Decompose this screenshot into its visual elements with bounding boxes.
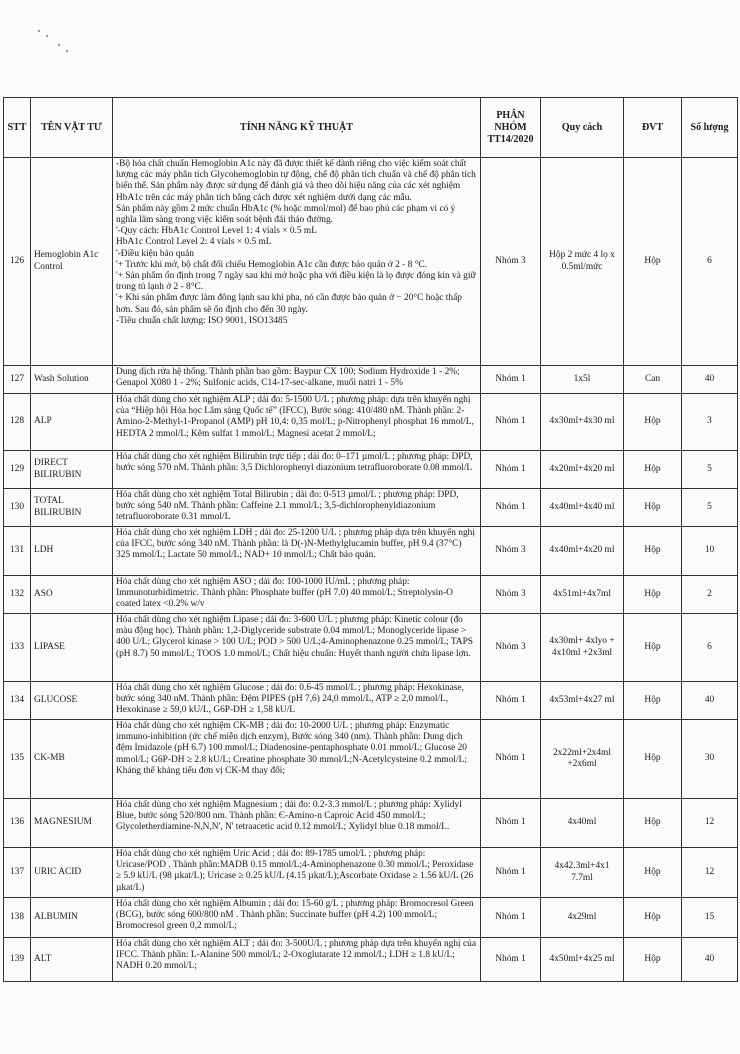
cell-group [481, 614, 541, 682]
cell-stt [4, 527, 31, 576]
cell-unit [624, 489, 682, 527]
cell-group-text: Nhóm 1 [495, 911, 526, 922]
cell-group [481, 394, 541, 451]
scan-speck [38, 30, 40, 32]
cell-packaging-text: 4x40ml [567, 817, 597, 828]
header-item-name: TÊN VẬT TƯ [31, 98, 113, 158]
cell-packaging [541, 576, 624, 614]
cell-unit-text: Hộp [644, 953, 661, 964]
cell-quantity-text: 6 [707, 641, 712, 652]
cell-stt-text: 130 [9, 501, 25, 512]
equipment-spec-table [3, 97, 738, 982]
cell-unit-text: Hộp [644, 911, 661, 922]
cell-packaging-text: 4x42.3ml+4x1 7.7ml [554, 861, 610, 883]
cell-group [481, 898, 541, 938]
cell-unit [624, 848, 682, 898]
cell-technical-spec-text: Hóa chất dùng cho xét nghiệm CK-MB ; dải đo: 10-2000 U/L ; phương pháp: Enzymatic immuno-inhibition (ức chế miễn dịch enzym), Bước sóng 340 (nm). Thành phần: Dung dịch đệm Imidazole (pH 6.7) 100 mmol/L; Diadenosine-pentaphosphate 0.01 mmol/L; Glucose 20 mmol/L; G6P-DH ≥ 2.8 kU/L; Creatine phosphate 30 mmol/L;N-Acetylcysteine 0.2 mmol/L; Kháng thể kháng tiểu đơn vị CK-M thay đổi; [116, 721, 467, 776]
cell-group [481, 451, 541, 489]
cell-packaging [541, 682, 624, 720]
cell-packaging [541, 451, 624, 489]
cell-unit-text: Hộp [644, 463, 661, 474]
cell-stt [4, 720, 31, 799]
cell-packaging-text: 1x5l [573, 373, 591, 384]
header-technical-spec: TÍNH NĂNG KỸ THUẬT [113, 98, 481, 158]
cell-group [481, 527, 541, 576]
cell-group [481, 489, 541, 527]
cell-quantity [682, 682, 738, 720]
cell-quantity-text: 3 [707, 416, 712, 427]
cell-stt-text: 137 [9, 866, 25, 877]
cell-packaging-text: 4x30ml+4x30 ml [549, 416, 615, 427]
cell-quantity [682, 527, 738, 576]
cell-unit [624, 451, 682, 489]
cell-stt [4, 394, 31, 451]
cell-quantity-text: 15 [704, 911, 715, 922]
cell-item-name-text: CK-MB [34, 753, 65, 764]
cell-group-text: Nhóm 1 [495, 694, 526, 705]
cell-unit-text: Hộp [644, 416, 661, 427]
cell-unit-text: Hộp [644, 753, 661, 764]
cell-quantity [682, 614, 738, 682]
cell-unit-text: Hộp [644, 817, 661, 828]
cell-technical-spec [113, 614, 481, 682]
cell-item-name [31, 489, 113, 527]
cell-unit-text: Hộp [644, 694, 661, 705]
cell-item-name-text: GLUCOSE [34, 694, 78, 705]
cell-unit [624, 527, 682, 576]
cell-technical-spec-text: Hóa chất dùng cho xét nghiệm Magnesium ; dải đo: 0.2-3.3 mmol/L ; phương pháp: Xylidyl Blue, bước sóng 520/800 nm. Thành phần: Є-Amino-n Caproic Acid 450 mmol/L; Glycoletherdiamine-N,N,N', N' tetraacetic acid 0.12 mmol/L; Xylidyl blue 0.18 mmol/L. [116, 800, 462, 833]
cell-quantity [682, 848, 738, 898]
cell-technical-spec-text: -Bộ hóa chất chuẩn Hemoglobin A1c này đã được thiết kế dành riêng cho việc kiểm soát chất lượng các máy phân tích Glycohemoglobin tự động, chế độ phân tích chuẩn và chế độ phân tích biến thể. Sản phẩm này được sử dụng để đánh giá và theo dõi hiệu năng của các xét nghiệm HbA1c trên các máy phân tích bằng cách được xét nghiệm dưới dạng các mẫu. Sản phẩm này gồm 2 mức chuẩn HbA1c (% hoặc mmol/mol) để bao phủ các phạm vi có ý nghĩa lâm sàng trong việc kiểm soát bệnh đái tháo đường. '-Quy cách: HbA1c Control Level 1: 4 vials × 0.5 mL HbA1c Control Level 2: 4 vials × 0.5 mL '-Điều kiện bảo quản '+ Trước khi mở, bộ chất đối chiếu Hemoglobin A1c cần được bảo quản ở 2 - 8 °C. '+ Sản phẩm ổn định trong 7 ngày sau khi mở hoặc pha với điều kiện là lọ được đóng kín và giữ trong tủ lạnh ở 2 - 8°C. '+ Khi sản phẩm được làm đông lạnh sau khi pha, nó cần được bảo quản ở − 20°C hoặc thấp hơn. Sau đó, sản phẩm sẽ ổn định cho đến 30 ngày. -Tiêu chuẩn chất lượng: ISO 9001, ISO13485 [116, 159, 476, 326]
cell-technical-spec [113, 394, 481, 451]
cell-unit-text: Hộp [644, 641, 661, 652]
cell-quantity-text: 40 [704, 373, 715, 384]
cell-packaging [541, 366, 624, 394]
table-row [4, 720, 738, 799]
cell-stt-text: 127 [9, 373, 25, 384]
cell-packaging-text: 4x50ml+4x25 ml [549, 953, 615, 964]
cell-technical-spec [113, 158, 481, 366]
cell-technical-spec-text: Hóa chất dùng cho xét nghiệm Albumin ; dải đo: 15-60 g/L ; phương pháp: Bromocresol Green (BCG), bước sóng 600/800 nM . Thành phần: Succinate buffer (pH 4.2) 100 mmol/L; Bromocresol green 0,2 mmol/L; [116, 899, 474, 932]
cell-group [481, 799, 541, 848]
cell-stt-text: 136 [9, 817, 25, 828]
cell-quantity [682, 366, 738, 394]
cell-packaging-text: 2x22ml+2x4ml +2x6ml [553, 747, 611, 769]
cell-unit [624, 898, 682, 938]
cell-unit [624, 682, 682, 720]
cell-item-name-text: LDH [34, 545, 54, 556]
table-row [4, 848, 738, 898]
cell-technical-spec [113, 898, 481, 938]
cell-packaging-text: 4x40ml+4x40 ml [549, 501, 615, 512]
cell-stt-text: 129 [9, 463, 25, 474]
table-row [4, 366, 738, 394]
cell-technical-spec [113, 527, 481, 576]
table-header-row [4, 98, 738, 158]
cell-technical-spec [113, 366, 481, 394]
cell-group-text: Nhóm 1 [495, 416, 526, 427]
cell-group-text: Nhóm 1 [495, 501, 526, 512]
cell-item-name-text: ALBUMIN [34, 911, 78, 922]
table-row [4, 898, 738, 938]
cell-packaging-text: 4x20ml+4x20 ml [549, 463, 615, 474]
cell-stt [4, 366, 31, 394]
cell-quantity-text: 12 [704, 866, 715, 877]
cell-group [481, 720, 541, 799]
table-row [4, 938, 738, 982]
cell-item-name [31, 799, 113, 848]
cell-group-text: Nhóm 1 [495, 953, 526, 964]
cell-technical-spec [113, 799, 481, 848]
cell-group-text: Nhóm 3 [495, 641, 526, 652]
cell-quantity-text: 40 [704, 953, 715, 964]
cell-packaging [541, 489, 624, 527]
cell-quantity [682, 451, 738, 489]
cell-packaging [541, 848, 624, 898]
header-group: PHÂN NHÓM TT14/2020 [481, 98, 541, 158]
cell-item-name-text: TOTAL BILIRUBIN [34, 496, 82, 518]
cell-quantity-text: 10 [704, 545, 715, 556]
cell-unit [624, 576, 682, 614]
cell-technical-spec-text: Hóa chất dùng cho xét nghiệm ASO ; dải đo: 100-1000 IU/mL ; phương pháp: Immunoturbidimetric. Thành phần: Phosphate buffer (pH 7.0) 40 mmol/L; Streptolysin-O coated latex <0.2% w/v [116, 577, 453, 610]
cell-stt-text: 135 [9, 753, 25, 764]
cell-quantity [682, 720, 738, 799]
table-row [4, 527, 738, 576]
cell-item-name-text: URIC ACID [34, 866, 82, 877]
cell-stt [4, 682, 31, 720]
cell-stt-text: 134 [9, 694, 25, 705]
cell-stt-text: 132 [9, 588, 25, 599]
header-unit: ĐVT [624, 98, 682, 158]
cell-quantity [682, 158, 738, 366]
cell-item-name-text: Wash Solution [34, 373, 89, 384]
cell-item-name [31, 614, 113, 682]
table-row [4, 489, 738, 527]
cell-packaging-text: 4x29ml [567, 911, 597, 922]
cell-item-name [31, 158, 113, 366]
cell-technical-spec-text: Dung dịch rửa hệ thống. Thành phần bao gồm: Baypur CX 100; Sodium Hydroxide 1 - 2%; Genapol X080 1 - 2%; Sulfonic acids, C14-17-sec-alkane, muối natri 1 - 5% [116, 367, 460, 389]
cell-stt [4, 614, 31, 682]
cell-technical-spec-text: Hóa chất dùng cho xét nghiệm ALT ; dải đo: 3-500U/L ; phương pháp dựa trên khuyến nghị của IFCC. Thành phần: L-Alanine 500 mmol/L; 2-Oxoglutarate 12 mmol/L; LDH ≥ 1.8 kU/L; NADH 0.20 mmol/L; [116, 939, 477, 972]
cell-quantity-text: 5 [707, 501, 712, 512]
table-row [4, 158, 738, 366]
cell-group-text: Nhóm 3 [495, 545, 526, 556]
table-row [4, 451, 738, 489]
cell-item-name [31, 898, 113, 938]
cell-unit [624, 938, 682, 982]
cell-stt [4, 848, 31, 898]
cell-group-text: Nhóm 1 [495, 373, 526, 384]
cell-unit [624, 799, 682, 848]
cell-stt-text: 139 [9, 953, 25, 964]
cell-item-name-text: ALP [34, 416, 52, 427]
cell-quantity [682, 489, 738, 527]
cell-stt-text: 133 [9, 641, 25, 652]
cell-packaging-text: 4x51ml+4x7ml [553, 588, 611, 599]
scan-speck [66, 50, 68, 52]
cell-group-text: Nhóm 3 [495, 588, 526, 599]
cell-quantity [682, 898, 738, 938]
cell-quantity-text: 2 [707, 588, 712, 599]
cell-item-name-text: ALT [34, 953, 52, 964]
cell-technical-spec-text: Hóa chất dùng cho xét nghiệm ALP ; dải đo: 5-1500 U/L ; phương pháp: dựa trên khuyến nghị của “Hiệp hội Hóa học Lâm sàng Quốc tế” (IFCC), Bước sóng: 410/480 nM. Thành phần: 2-Amino-2-Methyl-1-Propanol (AMP) pH 10,4: 0,35 mol/L; p-Nitrophenyl phosphat 16 mmol/L, HEDTA 2 mmol/L; Kẽm sulfat 1 mmol/L; Magnesi acetat 2 mmol/L; [116, 395, 474, 439]
cell-stt [4, 158, 31, 366]
cell-item-name [31, 720, 113, 799]
cell-unit [624, 720, 682, 799]
cell-item-name [31, 394, 113, 451]
cell-item-name [31, 527, 113, 576]
table-row [4, 614, 738, 682]
cell-item-name-text: MAGNESIUM [34, 817, 92, 828]
cell-item-name [31, 848, 113, 898]
cell-packaging [541, 938, 624, 982]
cell-stt [4, 576, 31, 614]
scan-speck [58, 44, 60, 46]
cell-group [481, 366, 541, 394]
cell-packaging [541, 720, 624, 799]
cell-packaging-text: Hộp 2 mức 4 lọ x 0.5ml/mức [549, 250, 615, 272]
cell-item-name [31, 451, 113, 489]
cell-technical-spec [113, 576, 481, 614]
cell-technical-spec-text: Hóa chất dùng cho xét nghiệm LDH ; dải đo: 25-1200 U/L ; phương pháp dựa trên khuyến nghị của IFCC, bước sóng 340 nM. Thành phần: là D(-)N-Methylglucamin buffer, pH 9.4 (37°C) 325 mmol/L; Lactate 50 mmol/L; NAD+ 10 mmol/L; Chất bảo quản. [116, 528, 475, 561]
cell-item-name-text: ASO [34, 588, 53, 599]
cell-quantity [682, 799, 738, 848]
cell-item-name [31, 938, 113, 982]
cell-quantity-text: 6 [707, 255, 712, 266]
cell-technical-spec [113, 451, 481, 489]
cell-technical-spec-text: Hóa chất dùng cho xét nghiệm Bilirubin trực tiếp ; dải đo: 0–171 µmol/L ; phương pháp: DPD, bước sóng 570 nM. Thành phần: 3,5 Dichlorophenyl diazonium tetrafluoroborate 0.08 mmol/L [116, 452, 473, 474]
cell-item-name [31, 576, 113, 614]
cell-group [481, 158, 541, 366]
scan-speck [46, 35, 48, 37]
cell-technical-spec-text: Hóa chất dùng cho xét nghiệm Lipase ; dải đo: 3-600 U/L ; phương pháp: Kinetic colour (đo màu động học). Thành phần: 1,2-Diglyceride substrate 0.04 mmol/L; Monoglyceride lipase > 400 U/L; Glycerol kinase > 100 U/L; POD > 500 U/L;4-Aminophenazone 0.25 mmol/L; TAPS (pH 8.7) 50 mmol/L; TOOS 1.0 mmol/L; Chất hiệu chuẩn: Huyết thanh người chứa lipase lợn. [116, 615, 474, 659]
cell-quantity-text: 5 [707, 463, 712, 474]
cell-technical-spec [113, 682, 481, 720]
cell-item-name [31, 682, 113, 720]
cell-unit [624, 614, 682, 682]
cell-packaging [541, 394, 624, 451]
cell-unit-text: Hộp [644, 501, 661, 512]
cell-group-text: Nhóm 1 [495, 817, 526, 828]
cell-unit-text: Can [644, 373, 661, 384]
cell-item-name-text: DIRECT BILIRUBIN [34, 458, 82, 480]
cell-unit [624, 158, 682, 366]
cell-packaging-text: 4x30ml+ 4xlyo + 4x10ml +2x3ml [549, 636, 615, 658]
cell-item-name-text: Hemoglobin A1c Control [34, 250, 99, 272]
cell-stt-text: 126 [9, 255, 25, 266]
cell-packaging [541, 614, 624, 682]
cell-group-text: Nhóm 3 [495, 255, 526, 266]
cell-packaging [541, 898, 624, 938]
cell-unit-text: Hộp [644, 866, 661, 877]
cell-technical-spec [113, 489, 481, 527]
cell-group [481, 682, 541, 720]
cell-stt [4, 898, 31, 938]
cell-technical-spec [113, 938, 481, 982]
cell-stt-text: 138 [9, 911, 25, 922]
cell-technical-spec [113, 848, 481, 898]
table-row [4, 394, 738, 451]
cell-unit [624, 366, 682, 394]
cell-group [481, 938, 541, 982]
cell-packaging [541, 158, 624, 366]
cell-stt [4, 799, 31, 848]
cell-stt-text: 128 [9, 416, 25, 427]
table-row [4, 682, 738, 720]
cell-stt-text: 131 [9, 545, 25, 556]
cell-packaging-text: 4x40ml+4x20 ml [549, 545, 615, 556]
header-packaging: Quy cách [541, 98, 624, 158]
cell-item-name [31, 366, 113, 394]
cell-packaging [541, 527, 624, 576]
cell-quantity-text: 12 [704, 817, 715, 828]
cell-group-text: Nhóm 1 [495, 866, 526, 877]
table-row [4, 799, 738, 848]
table-row [4, 576, 738, 614]
cell-quantity [682, 938, 738, 982]
header-quantity: Số lượng [682, 98, 738, 158]
cell-stt [4, 489, 31, 527]
cell-stt [4, 451, 31, 489]
cell-technical-spec-text: Hóa chất dùng cho xét nghiệm Total Bilirubin ; dải đo: 0-513 µmol/L ; phương pháp: DPD, bước sóng 540 nM. Thành phần: Caffeine 2.1 mmol/L; 3,5-dichlorophenyldiazonium tetrafluoroborate 0.31 mmol/L [116, 490, 459, 523]
cell-group [481, 848, 541, 898]
cell-group-text: Nhóm 1 [495, 463, 526, 474]
cell-group-text: Nhóm 1 [495, 753, 526, 764]
cell-unit-text: Hộp [644, 255, 661, 266]
cell-technical-spec [113, 720, 481, 799]
cell-quantity-text: 40 [704, 694, 715, 705]
cell-group [481, 576, 541, 614]
cell-unit-text: Hộp [644, 588, 661, 599]
cell-unit-text: Hộp [644, 545, 661, 556]
cell-quantity-text: 30 [704, 753, 715, 764]
cell-technical-spec-text: Hóa chất dùng cho xét nghiệm Uric Acid ; dải đo: 89-1785 umol/L ; phương pháp: Uricase/POD . Thành phần:MADB 0.15 mmol/L;4-Aminophenazone 0.30 mmol/L; Peroxidase ≥ 5.9 kU/L (98 µkat/L); Uricase ≥ 0.25 kU/L (4.15 µkat/L);Ascorbate Oxidase ≥ 1.56 kU/L (26 µkat/L) [116, 849, 474, 893]
cell-unit [624, 394, 682, 451]
cell-quantity [682, 576, 738, 614]
cell-quantity [682, 394, 738, 451]
cell-packaging [541, 799, 624, 848]
cell-stt [4, 938, 31, 982]
header-stt: STT [4, 98, 31, 158]
cell-item-name-text: LIPASE [34, 641, 65, 652]
cell-technical-spec-text: Hóa chất dùng cho xét nghiệm Glucose ; dải đo: 0.6-45 mmol/L ; phương pháp: Hexokinase, bước sóng 340 nM. Thành phần: Đệm PIPES (pH 7,6) 24,0 mmol/L, ATP ≥ 2,0 mmol/L, Hexokinase ≥ 59,0 kU/L, G6P-DH ≥ 1,58 kU/L [116, 683, 464, 716]
cell-packaging-text: 4x53ml+4x27 ml [549, 694, 615, 705]
